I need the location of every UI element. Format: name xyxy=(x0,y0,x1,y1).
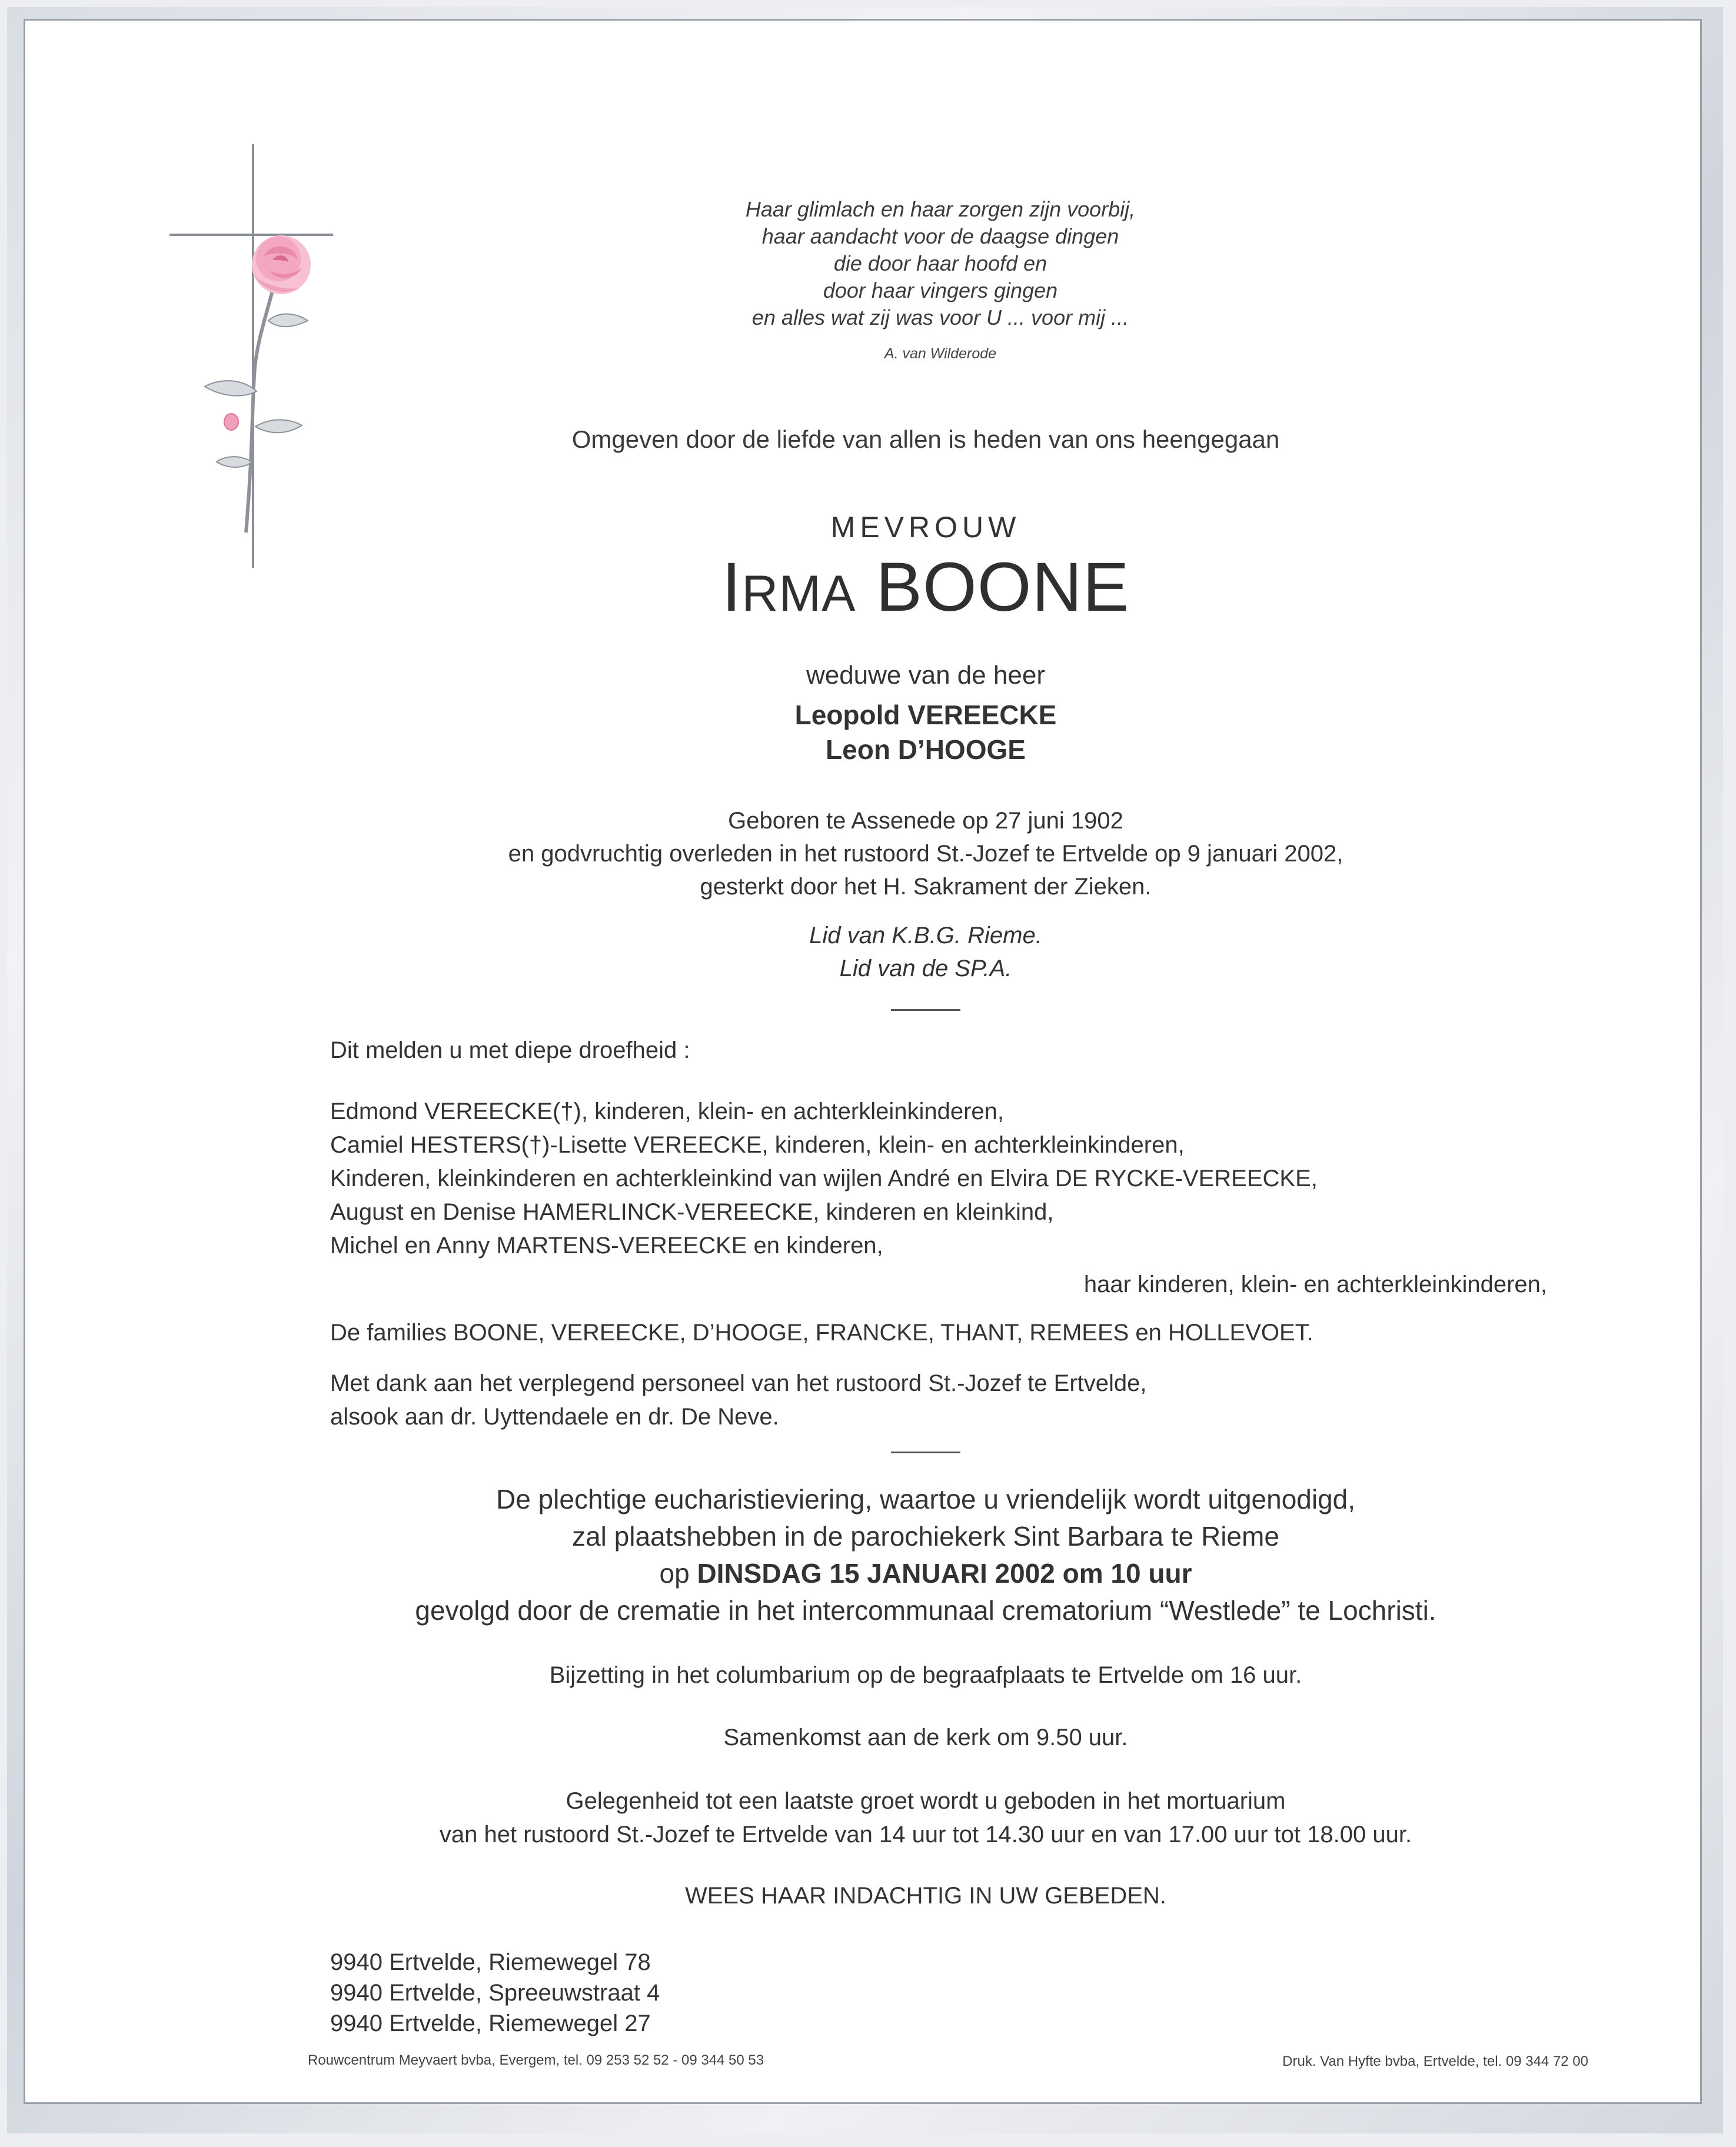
poem-line: Haar glimlach en haar zorgen zijn voorbij, xyxy=(745,197,1136,221)
families: De families BOONE, VEREECKE, D’HOOGE, FRANCKE, THANT, REMEES en HOLLEVOET. xyxy=(330,1320,1313,1346)
first-name-initial: I xyxy=(721,548,742,626)
address-line: 9940 Ertvelde, Spreeuwstraat 4 xyxy=(330,1980,660,2006)
separator xyxy=(891,1452,960,1453)
poem-line: en alles wat zij was voor U ... voor mij ... xyxy=(751,305,1129,329)
footer-right: Druk. Van Hyfte bvba, Ertvelde, tel. 09 344 72 00 xyxy=(1282,2053,1588,2069)
mourner-line: Kinderen, kleinkinderen en achterkleinkind van wijlen André en Elvira DE RYCKE-VEREECKE, xyxy=(330,1166,1318,1191)
announce-intro: Dit melden u met diepe droefheid : xyxy=(330,1037,690,1063)
mourner-line: Michel en Anny MARTENS-VEREECKE en kinderen, xyxy=(330,1233,883,1259)
poem xyxy=(570,196,1311,331)
interment: Bijzetting in het columbarium op de begraafplaats te Ertvelde om 16 uur. xyxy=(549,1662,1302,1688)
thanks-line: alsook aan dr. Uyttendaele en dr. De Neve. xyxy=(330,1404,779,1430)
mourners-suffix: haar kinderen, klein- en achterkleinkinderen, xyxy=(1083,1271,1547,1297)
ceremony-line: De plechtige eucharistieviering, waartoe u vriendelijk wordt uitgenodigd, xyxy=(495,1484,1356,1514)
ceremony-line: zal plaatshebben in de parochiekerk Sint Barbara te Rieme xyxy=(572,1521,1279,1552)
ceremony-line: gevolgd door de crematie in het intercommunaal crematorium “Westlede” te Lochristi. xyxy=(415,1595,1436,1626)
intro-text: Omgeven door de liefde van allen is heden van ons heengegaan xyxy=(571,425,1280,453)
mourning-card xyxy=(24,19,1702,2104)
separator xyxy=(891,1009,960,1011)
mourner-line: Edmond VEREECKE(†), kinderen, klein- en achterkleinkinderen, xyxy=(330,1099,1005,1124)
cross-rose-decoration xyxy=(158,144,346,580)
rose-icon xyxy=(205,235,311,532)
cross-icon xyxy=(169,144,333,568)
last-name: BOONE xyxy=(876,548,1130,626)
spouse-name: Leopold VEREECKE xyxy=(794,700,1057,730)
footer-left: Rouwcentrum Meyvaert bvba, Evergem, tel. 09 253 52 52 - 09 344 50 53 xyxy=(308,2052,764,2068)
closing-prayer: WEES HAAR INDACHTIG IN UW GEBEDEN. xyxy=(685,1883,1166,1909)
deceased-name xyxy=(555,547,1296,627)
membership: Lid van de SP.A. xyxy=(839,956,1012,981)
address-line: 9940 Ertvelde, Riemewegel 27 xyxy=(330,2010,651,2036)
widow-of: weduwe van de heer xyxy=(806,661,1046,690)
ceremony-date xyxy=(320,1557,1532,1589)
birth-death-line: gesterkt door het H. Sakrament der Zieken. xyxy=(700,874,1152,900)
birth-death-line: Geboren te Assenede op 27 juni 1902 xyxy=(728,808,1123,834)
membership: Lid van K.B.G. Rieme. xyxy=(809,923,1042,948)
birth-death-line: en godvruchtig overleden in het rustoord St.-Jozef te Ertvelde op 9 januari 2002, xyxy=(508,841,1343,867)
ceremony-date-bold: DINSDAG 15 JANUARI 2002 om 10 uur xyxy=(697,1558,1192,1589)
mourner-line: Camiel HESTERS(†)-Lisette VEREECKE, kinderen, klein- en achterkleinkinderen, xyxy=(330,1132,1185,1158)
farewell-line: van het rustoord St.-Jozef te Ertvelde van 14 uur tot 14.30 uur en van 17.00 uur tot 18.00 uur. xyxy=(439,1822,1412,1848)
ceremony-date-prefix: op xyxy=(659,1558,690,1589)
first-name-rest: RMA xyxy=(741,565,856,622)
poem-line: haar aandacht voor de daagse dingen xyxy=(761,224,1119,248)
spouse-name: Leon D’HOOGE xyxy=(826,734,1026,765)
gathering: Samenkomst aan de kerk om 9.50 uur. xyxy=(723,1725,1128,1750)
address-line: 9940 Ertvelde, Riemewegel 78 xyxy=(330,1949,651,1975)
poem-line: die door haar hoofd en xyxy=(833,251,1047,275)
poem-author: A. van Wilderode xyxy=(884,345,997,362)
mourner-line: August en Denise HAMERLINCK-VEREECKE, kinderen en kleinkind, xyxy=(330,1199,1054,1225)
honorific: MEVROUW xyxy=(830,511,1021,544)
farewell-line: Gelegenheid tot een laatste groet wordt u geboden in het mortuarium xyxy=(566,1788,1286,1814)
poem-line: door haar vingers gingen xyxy=(823,278,1058,302)
thanks-line: Met dank aan het verplegend personeel van het rustoord St.-Jozef te Ertvelde, xyxy=(330,1370,1147,1396)
